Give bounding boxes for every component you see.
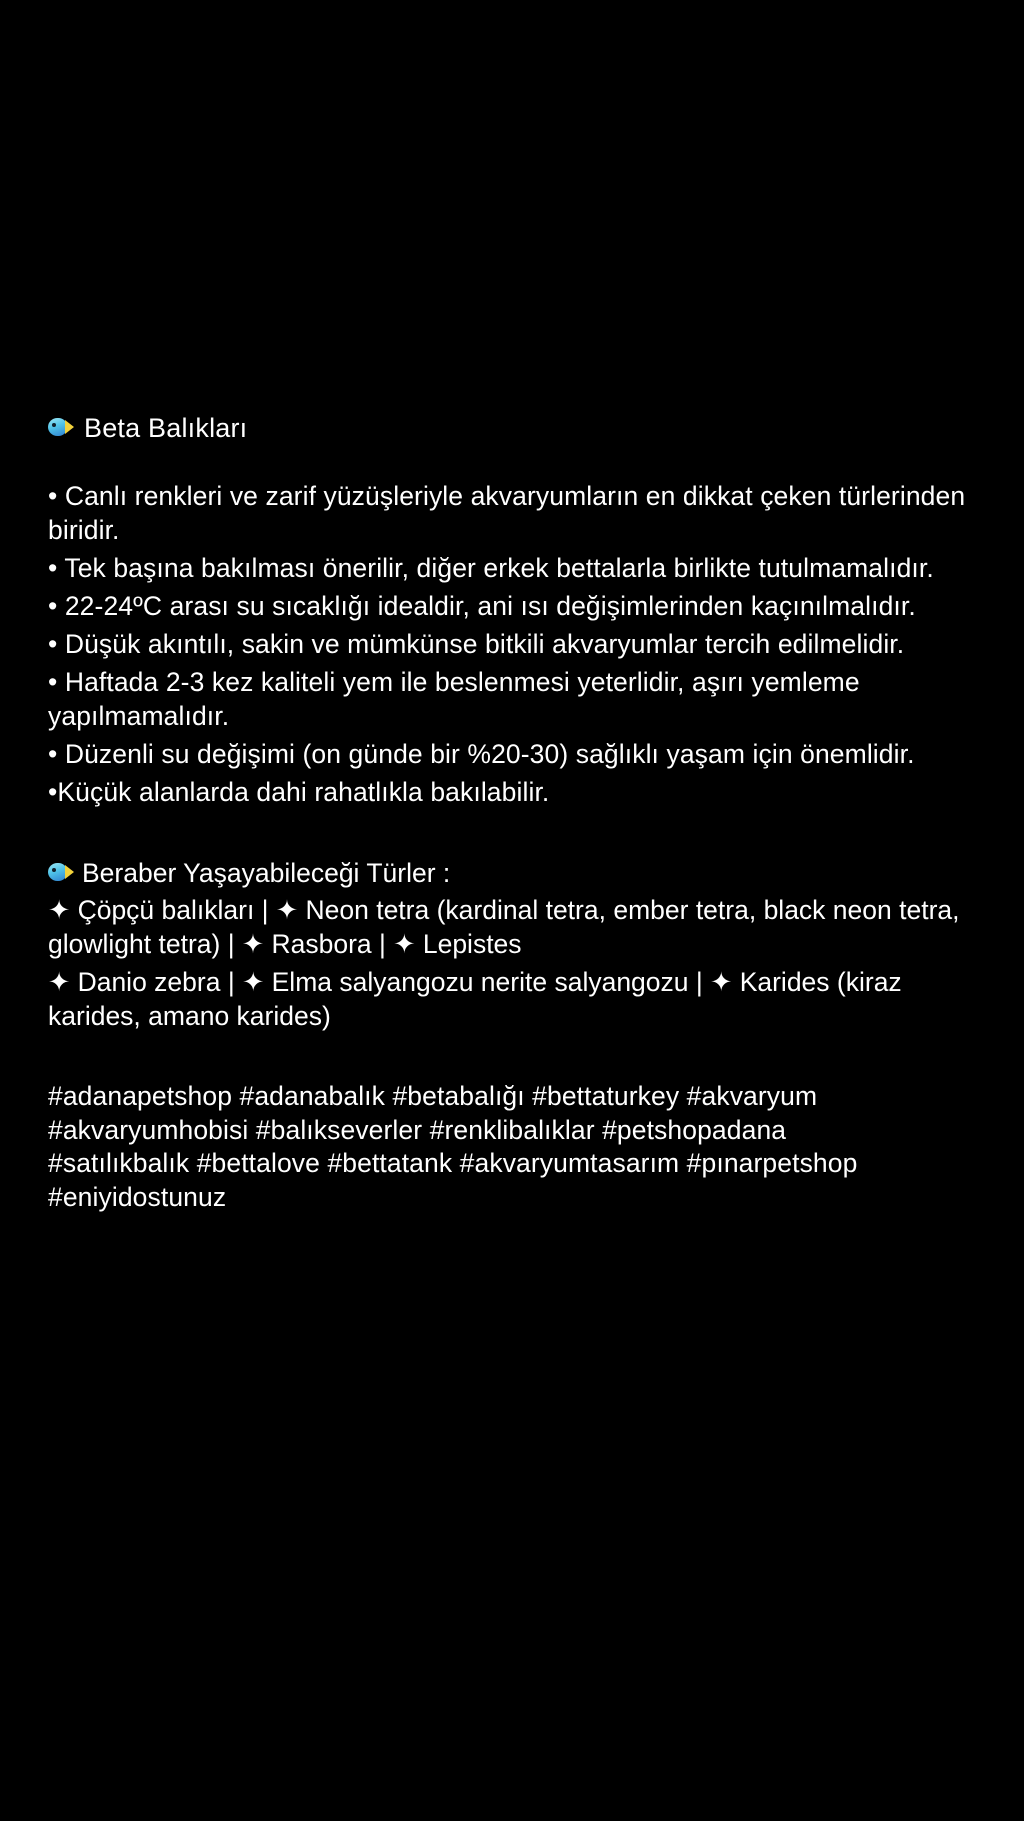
spacer <box>48 1038 978 1080</box>
list-item: • Canlı renkleri ve zarif yüzüşleriyle akvaryumların en dikkat çeken türlerinden biridir. <box>48 481 966 546</box>
companions-line: ✦ Danio zebra | ✦ Elma salyangozu nerite salyangozu | ✦ Karides (kiraz karides, amano karides) <box>48 966 902 1031</box>
list-item: • Haftada 2-3 kez kaliteli yem ile beslenmesi yeterlidir, aşırı yemleme yapılmamalıdır. <box>48 666 860 731</box>
list-item: • Tek başına bakılması önerilir, diğer erkek bettalarla birlikte tutulmamalıdır. <box>48 553 934 584</box>
list-item: • Düzenli su değişimi (on günde bir %20-30) sağlıklı yaşam için önemlidir. <box>48 738 915 769</box>
list-item: • Düşük akıntılı, sakin ve mümkünse bitkili akvaryumlar tercih edilmelidir. <box>48 629 905 660</box>
hashtags: #adanapetshop #adanabalık #betabalığı #bettaturkey #akvaryum #akvaryumhobisi #balıkseverler #renklibalıklar #petshopadana #satılıkbalık #bettalove #bettatank #akvaryumtasarım #pınarpetshop #eniyidostunuz <box>48 1080 858 1213</box>
page-title <box>48 410 978 446</box>
companions-title <box>48 856 978 890</box>
spacer <box>48 814 978 856</box>
post-content <box>48 410 978 1215</box>
tropical-fish-icon <box>48 417 74 437</box>
companions-line: ✦ Çöpçü balıkları | ✦ Neon tetra (kardinal tetra, ember tetra, black neon tetra, glowlight tetra) | ✦ Rasbora | ✦ Lepistes <box>48 895 960 959</box>
companions-title-text: Beraber Yaşayabileceği Türler : <box>82 857 451 888</box>
page-title-text: Beta Balıkları <box>84 413 248 443</box>
list-item: •Küçük alanlarda dahi rahatlıkla bakılabilir. <box>48 776 550 807</box>
list-item: • 22-24ºC arası su sıcaklığı idealdir, ani ısı değişimlerinden kaçınılmalıdır. <box>48 591 916 622</box>
care-tips-list <box>48 480 978 809</box>
tropical-fish-icon <box>48 862 74 882</box>
